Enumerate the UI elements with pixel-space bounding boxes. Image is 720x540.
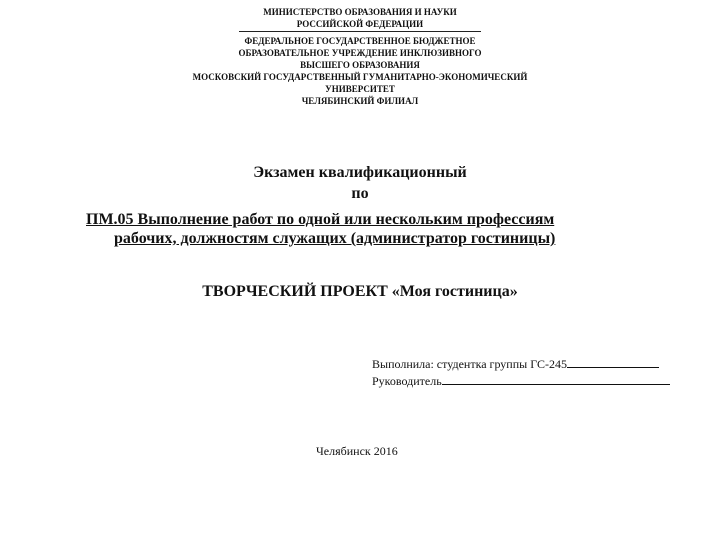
header-divider <box>239 31 481 32</box>
university-line-5: УНИВЕРСИТЕТ <box>325 84 395 94</box>
performed-by-blank <box>567 356 659 368</box>
module-name-line-2: рабочих, должностям служащих (администратор гостиницы) <box>114 230 556 247</box>
signature-block <box>372 356 670 390</box>
performed-by-row <box>372 356 670 373</box>
supervisor-blank <box>442 373 670 385</box>
university-line-6: ЧЕЛЯБИНСКИЙ ФИЛИАЛ <box>301 96 419 106</box>
city-year: Челябинск 2016 <box>316 444 398 458</box>
exam-title-line-2: по <box>351 185 369 202</box>
university-line-2: ОБРАЗОВАТЕЛЬНОЕ УЧРЕЖДЕНИЕ ИНКЛЮЗИВНОГО <box>238 48 482 58</box>
project-title: ТВОРЧЕСКИЙ ПРОЕКТ «Моя гостиница» <box>202 283 518 300</box>
module-name-line-1: ПМ.05 Выполнение работ по одной или нескольким профессиям <box>86 211 555 228</box>
document-header <box>0 6 720 107</box>
university-line-4: МОСКОВСКИЙ ГОСУДАРСТВЕННЫЙ ГУМАНИТАРНО-ЭКОНОМИЧЕСКИЙ <box>192 72 528 82</box>
module-name <box>86 210 646 248</box>
exam-title-line-1: Экзамен квалификационный <box>253 164 467 181</box>
university-line-1: ФЕДЕРАЛЬНОЕ ГОСУДАРСТВЕННОЕ БЮДЖЕТНОЕ <box>244 36 476 46</box>
supervisor-label: Руководитель <box>372 374 442 388</box>
performed-by-label: Выполнила: студентка группы ГС-245 <box>372 357 567 371</box>
university-line-3: ВЫСШЕГО ОБРАЗОВАНИЯ <box>300 60 420 70</box>
exam-title <box>0 162 720 204</box>
supervisor-row <box>372 373 670 390</box>
ministry-line-1: МИНИСТЕРСТВО ОБРАЗОВАНИЯ И НАУКИ <box>263 7 457 17</box>
ministry-line-2: РОССИЙСКОЙ ФЕДЕРАЦИИ <box>296 19 424 29</box>
